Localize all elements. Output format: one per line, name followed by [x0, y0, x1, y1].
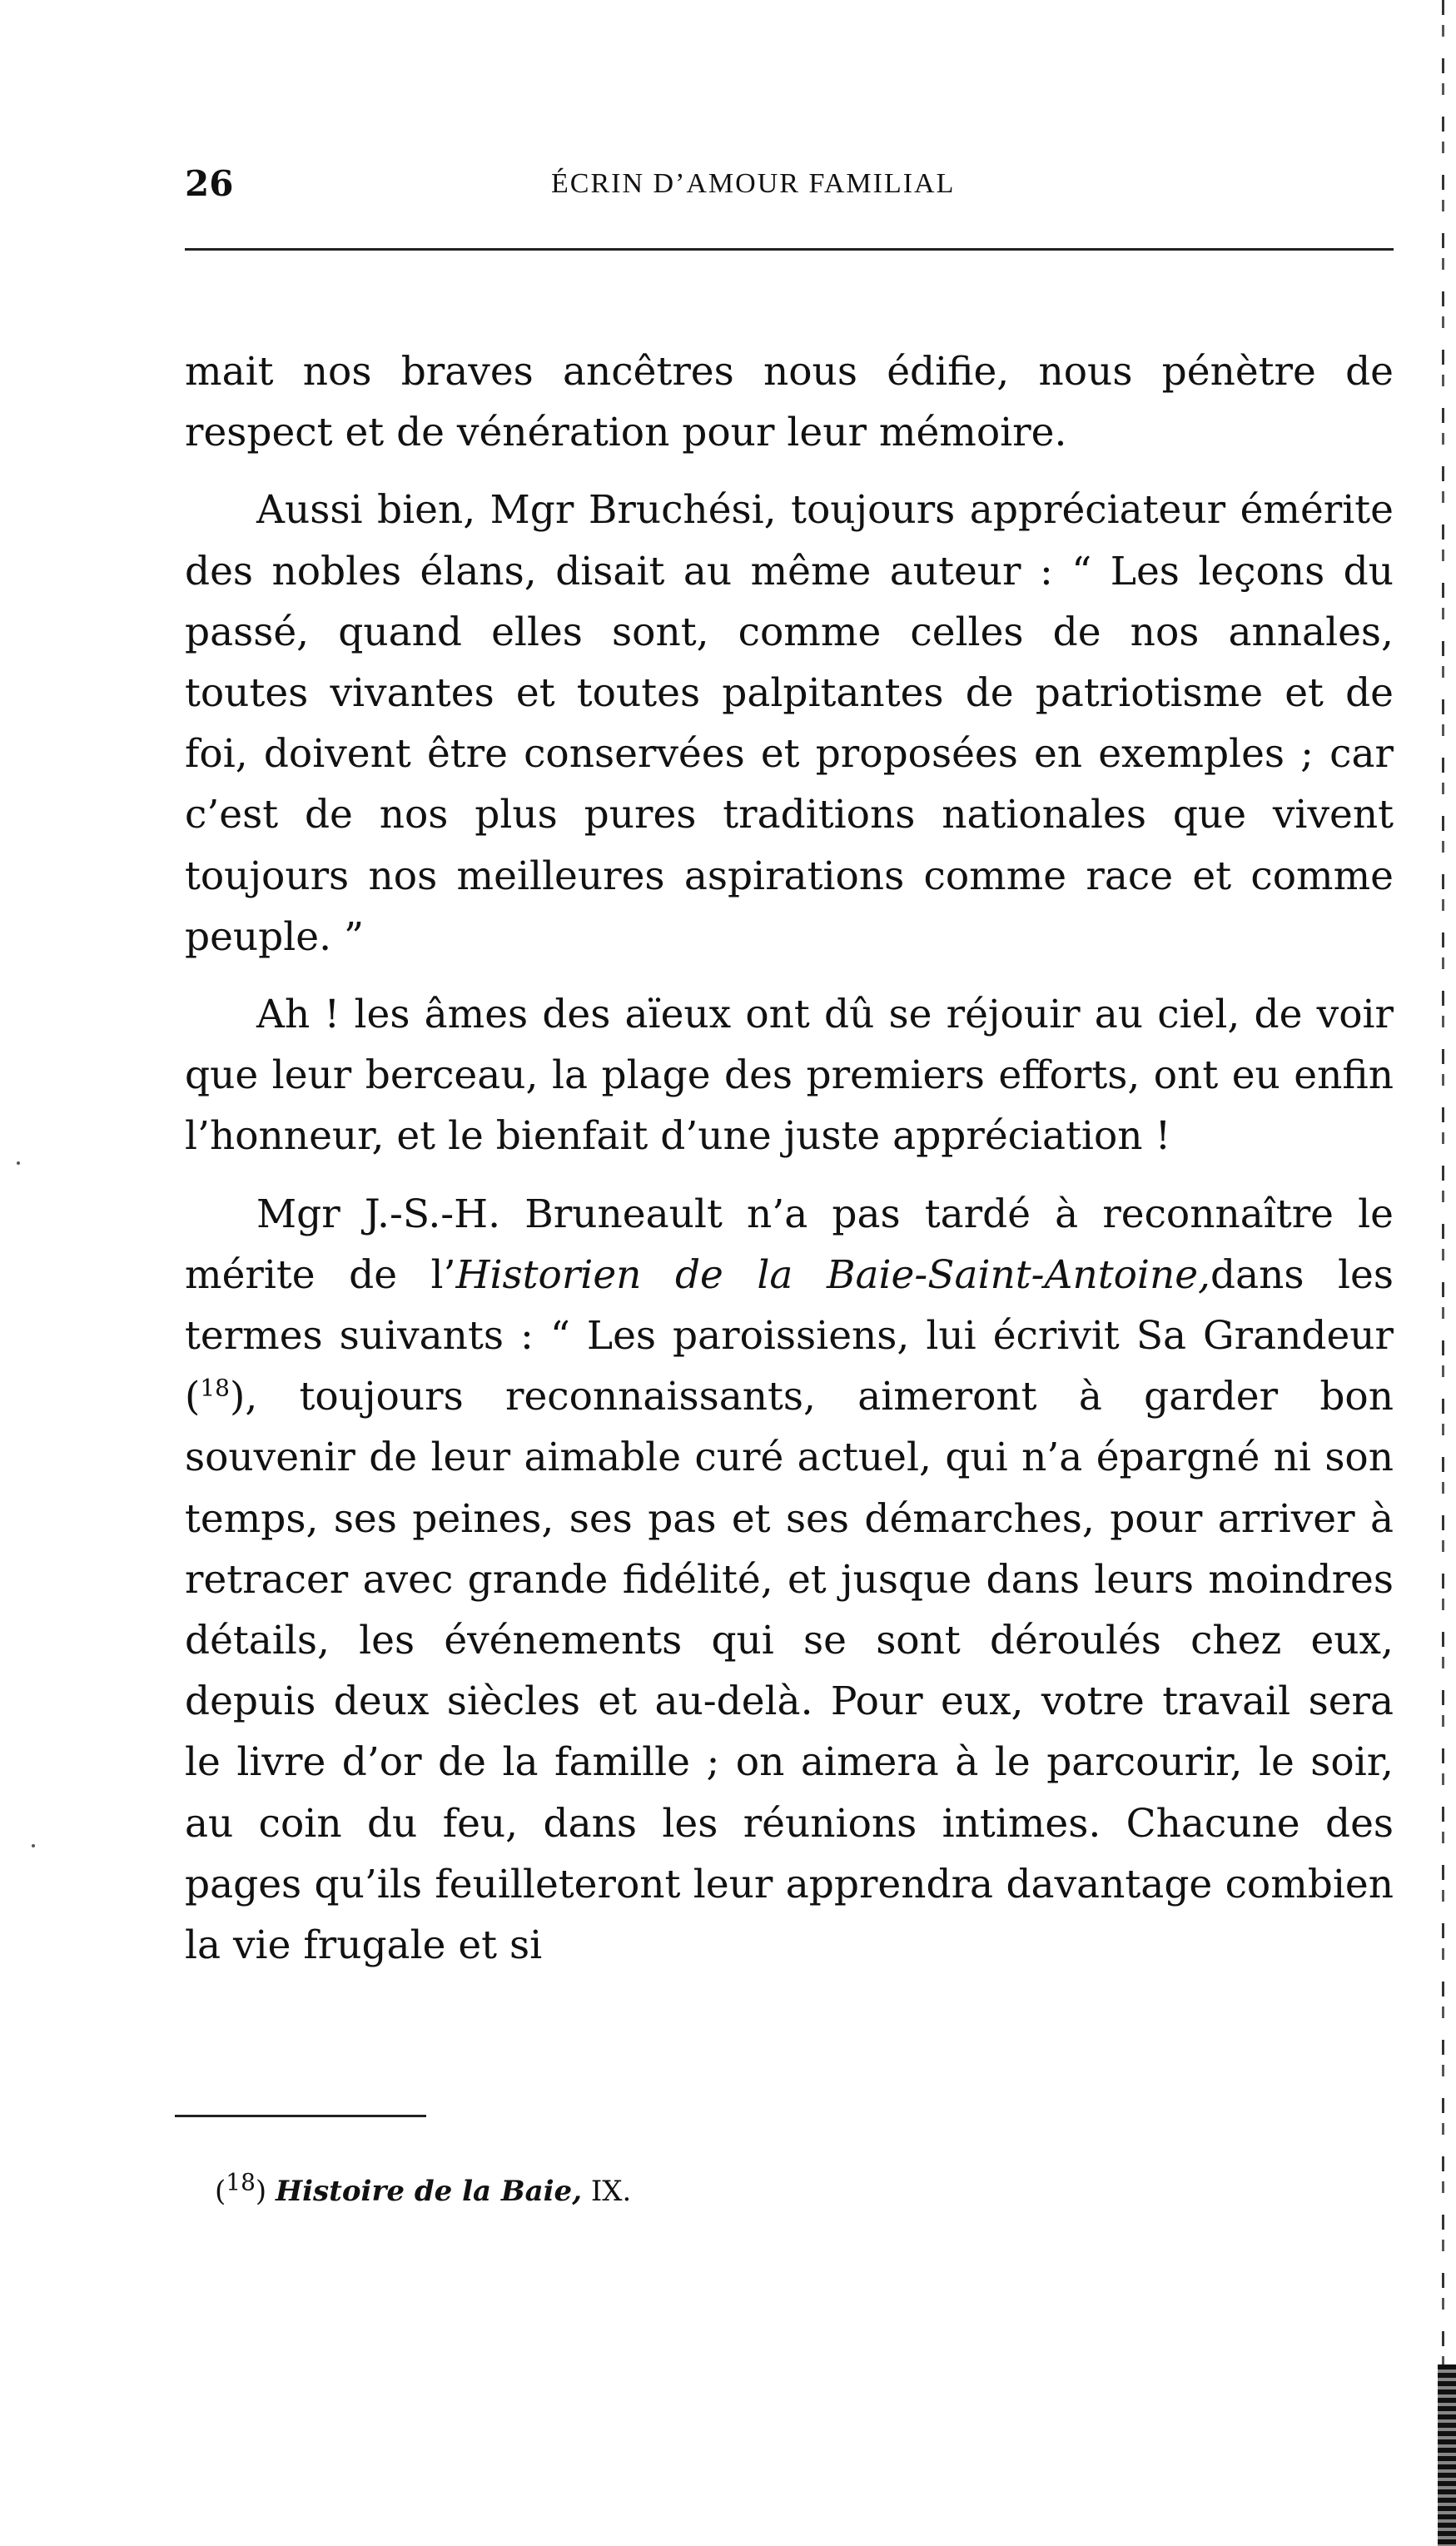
scan-speck — [17, 1161, 20, 1165]
paragraph-3: Ah ! les âmes des aïeux ont dû se réjouir au ciel, de voir que leur berceau, la plage des premiers efforts, ont eu enfin l’honneur, et le bienfait d’une juste appréciation ! — [185, 992, 1394, 1160]
footnote-title: Histoire de la Baie, — [275, 2175, 583, 2208]
paragraph-1: mait nos braves ancêtres nous édifie, nous pénètre de respect et de vénération pour leur mémoire. — [185, 349, 1394, 456]
header-rule — [185, 248, 1394, 251]
paragraph-4-text-a: Mgr J.-S.-H. Bruneault n’a pas tardé à reconnaître le mérite de l’ — [185, 1191, 1394, 1298]
page-edge-line — [1442, 0, 1444, 2546]
footnote — [215, 2168, 632, 2208]
footnote-reference[interactable]: 18 — [200, 1374, 230, 1402]
page-header — [185, 163, 1392, 213]
paragraph-4-text-c: ), toujours reconnaissants, aimeront à garder bon souvenir de leur aimable curé actuel, qui n’a épargné ni son temps, ses peines, ses pas et ses démarches, pour arriver à retracer avec grande fidélité, et jusque dans leurs moindres détails, les événements qui se sont déroulés chez eux, depuis deux siècles et au-delà. Pour eux, votre travail sera le livre d’or de la famille ; on aimera à le parcourir, le soir, au coin du feu, dans les réunions intimes. Chacune des pages qu’ils feuilleteront leur apprendra davantage combien la vie frugale et si — [185, 1374, 1394, 1969]
footnote-close-paren: ) — [255, 2175, 267, 2208]
paragraph-2: Aussi bien, Mgr Bruchési, toujours appréciateur émérite des nobles élans, disait au même auteur : “ Les leçons du passé, quand elles sont, comme celles de nos annales, toutes vivantes et toutes palpitantes de patriotisme et de foi, doivent être conservées et proposées en exemples ; car c’est de nos plus pures traditions nationales que vivent toujours nos meilleures aspirations comme race et comme peuple. ” — [185, 487, 1394, 960]
page-edge-shadow — [1438, 2364, 1456, 2546]
paragraph-4-text-b: dans les termes suivants : “ Les paroissiens, lui écrivit Sa Grandeur ( — [185, 1251, 1394, 1420]
paragraph-4-book-title: Historien de la Baie-Saint-Antoine, — [455, 1251, 1210, 1298]
footnote-rule — [175, 2115, 426, 2117]
footnote-page: IX. — [590, 2175, 632, 2208]
running-head: ÉCRIN D’AMOUR FAMILIAL — [551, 168, 956, 199]
footnote-number: 18 — [226, 2168, 256, 2196]
page-number: 26 — [185, 163, 234, 204]
page-edge-marks — [1431, 0, 1456, 2546]
scan-speck — [32, 1844, 35, 1847]
footnote-open-paren: ( — [215, 2175, 226, 2208]
paragraph-4 — [185, 1184, 1394, 1977]
body-text — [185, 341, 1394, 1976]
